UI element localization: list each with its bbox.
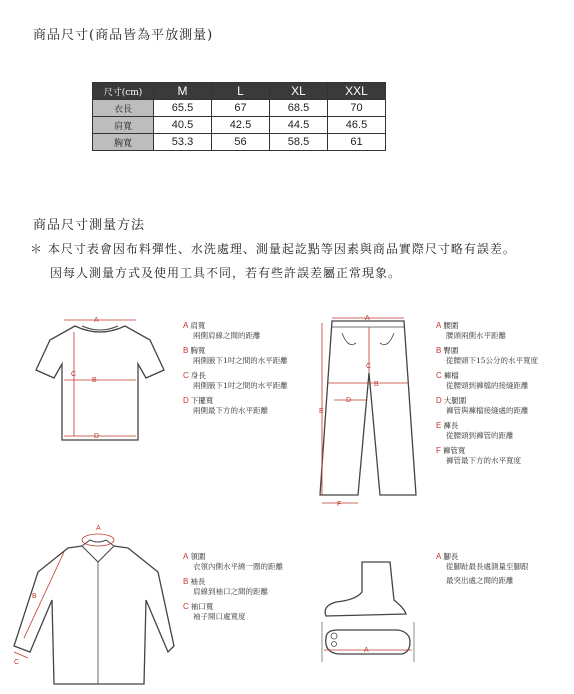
- legend-item: B 袖長 肩線到袖口之間的距離: [183, 577, 268, 596]
- table-row: [93, 134, 386, 151]
- page-title: 商品尺寸(商品皆為平放測量): [33, 28, 214, 43]
- table-cell: 46.5: [328, 117, 386, 134]
- shirt-legend: [183, 552, 283, 627]
- legend-item: C 身長 兩側腋下1吋之間的水平距離: [183, 371, 288, 390]
- note-text: 本尺寸表會因布料彈性、水洗處理、測量起訖點等因素與商品實際尺寸略有誤差。: [47, 242, 516, 256]
- pants-marker-e: E: [319, 408, 324, 415]
- tshirt-marker-a: A: [94, 317, 99, 324]
- foot-diagram: [318, 556, 418, 668]
- foot-legend: [436, 552, 529, 591]
- legend-item: F 褲管寬 褲管最下方的水平寬度: [436, 446, 521, 465]
- method-note-line2: 因每人測量方式及使用工具不同，若有些許誤差屬正常現象。: [50, 266, 402, 280]
- shirt-marker-b: B: [32, 593, 37, 600]
- pants-marker-d: D: [346, 397, 352, 404]
- column-header: XL: [270, 83, 328, 100]
- table-cell: 40.5: [154, 117, 212, 134]
- method-note-line1: [30, 240, 516, 257]
- pants-marker-f: F: [337, 501, 342, 508]
- legend-item: C 褲檔 從腰頭到褲檔的接縫距離: [436, 371, 529, 390]
- legend-item: C 袖口寬 袖子開口處寬度: [183, 602, 246, 621]
- legend-item: A 領圍 衣領內側水平繞一圈的距離: [183, 552, 283, 571]
- method-title: 商品尺寸測量方法: [33, 218, 146, 233]
- column-header: L: [212, 83, 270, 100]
- table-row: [93, 100, 386, 117]
- table-cell: 42.5: [212, 117, 270, 134]
- legend-item: D 大腿圍 褲管與褲檔接縫處的距離: [436, 396, 529, 415]
- size-table: [92, 82, 386, 151]
- legend-item: B 臀圍 從腰頭下15公分的水平寬度: [436, 346, 539, 365]
- column-header: XXL: [328, 83, 386, 100]
- legend-item: E 褲長 從腰頭到褲管的距離: [436, 421, 514, 440]
- table-cell: 58.5: [270, 134, 328, 151]
- table-cell: 70: [328, 100, 386, 117]
- asterisk: ＊: [30, 242, 44, 256]
- legend-item: A 腳長 從腳趾最長處測量至腳跟 最突出處之間的距離: [436, 552, 529, 585]
- tshirt-diagram: [30, 312, 170, 447]
- table-cell: 65.5: [154, 100, 212, 117]
- pants-marker-b: B: [374, 381, 379, 388]
- table-cell: 44.5: [270, 117, 328, 134]
- shirt-marker-a: A: [96, 525, 101, 532]
- row-header: 胸寬: [93, 134, 154, 151]
- tshirt-legend: [183, 321, 288, 421]
- legend-item: A 腰圍 腰頭兩側水平距離: [436, 321, 506, 340]
- table-cell: 68.5: [270, 100, 328, 117]
- table-header-row: [93, 83, 386, 100]
- foot-marker-a: A: [364, 647, 369, 654]
- pants-marker-c: C: [366, 363, 372, 370]
- row-header: 衣長: [93, 100, 154, 117]
- table-corner-header: 尺寸(cm): [93, 83, 154, 100]
- tshirt-marker-c: C: [71, 371, 77, 378]
- pants-marker-a: A: [365, 315, 370, 322]
- legend-item: A 肩寬 兩側肩線之間的距離: [183, 321, 261, 340]
- shirt-marker-c: C: [14, 659, 20, 666]
- pants-diagram: [312, 313, 427, 511]
- table-row: [93, 117, 386, 134]
- table-cell: 61: [328, 134, 386, 151]
- tshirt-marker-d: D: [94, 433, 100, 440]
- legend-item: D 下擺寬 兩側最下方的水平距離: [183, 396, 268, 415]
- table-cell: 67: [212, 100, 270, 117]
- row-header: 肩寬: [93, 117, 154, 134]
- tshirt-marker-b: B: [92, 377, 97, 384]
- table-cell: 56: [212, 134, 270, 151]
- legend-item: B 胸寬 兩側腋下1吋之間的水平距離: [183, 346, 288, 365]
- pants-legend: [436, 321, 538, 471]
- shirt-diagram: [8, 522, 176, 690]
- table-cell: 53.3: [154, 134, 212, 151]
- column-header: M: [154, 83, 212, 100]
